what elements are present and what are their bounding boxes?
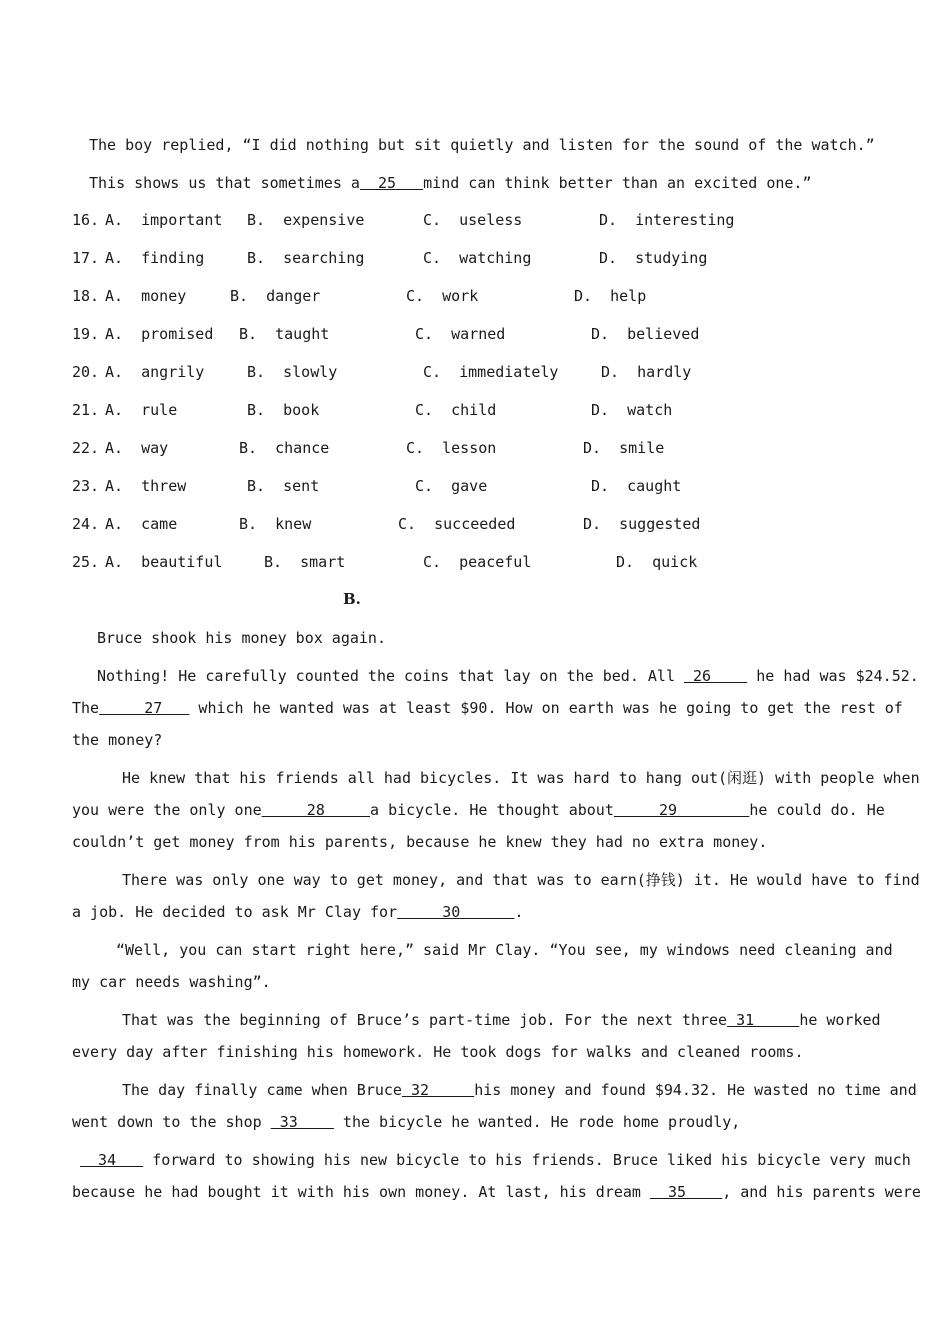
text: he could do. He xyxy=(749,801,885,819)
text: The xyxy=(72,699,100,717)
blank-28: 28 xyxy=(261,801,371,819)
section-heading-b: B. xyxy=(343,590,361,608)
question-number: 19. xyxy=(72,325,100,343)
option-c: C. peaceful xyxy=(423,553,532,571)
text: . xyxy=(514,903,524,921)
paragraph-4-line-2 xyxy=(72,902,524,922)
question-number: 21. xyxy=(72,401,100,419)
paragraph-6-line-1 xyxy=(122,1010,881,1030)
option-a: A. came xyxy=(105,515,178,533)
option-c: C. child xyxy=(415,401,497,419)
blank-31: 31 xyxy=(727,1011,800,1029)
option-c: C. warned xyxy=(415,325,506,343)
option-b: B. slowly xyxy=(247,363,338,381)
paragraph-3-line-2 xyxy=(72,800,885,820)
paragraph-2-line-3: the money? xyxy=(72,731,163,749)
text: which he wanted was at least $90. How on earth was he going to get the rest of xyxy=(189,699,903,717)
option-c: C. watching xyxy=(423,249,532,267)
option-a: A. important xyxy=(105,211,223,229)
paragraph-5-line-2: my car needs washing”. xyxy=(72,973,271,991)
option-b: B. searching xyxy=(247,249,365,267)
option-b: B. smart xyxy=(264,553,346,571)
option-d: D. suggested xyxy=(583,515,701,533)
blank-34: 34 xyxy=(80,1151,144,1169)
text: The day finally came when Bruce xyxy=(122,1081,402,1099)
text: you were the only one xyxy=(72,801,262,819)
blank-35: 35 xyxy=(649,1183,723,1201)
question-number: 17. xyxy=(72,249,100,267)
text: because he had bought it with his own money. At last, his dream xyxy=(72,1183,650,1201)
blank-33: 33 xyxy=(270,1113,334,1131)
question-number: 22. xyxy=(72,439,100,457)
passage-a-line-1: The boy replied, “I did nothing but sit quietly and listen for the sound of the watch.” xyxy=(89,136,875,154)
option-b: B. taught xyxy=(239,325,330,343)
paragraph-1: Bruce shook his money box again. xyxy=(97,629,386,647)
paragraph-2-line-1 xyxy=(97,666,919,686)
option-a: A. finding xyxy=(105,249,205,267)
text: he worked xyxy=(799,1011,881,1029)
option-d: D. hardly xyxy=(601,363,692,381)
text: he had was $24.52. xyxy=(747,667,919,685)
text: a bicycle. He thought about xyxy=(370,801,614,819)
paragraph-8-line-2 xyxy=(72,1182,921,1202)
question-number: 23. xyxy=(72,477,100,495)
option-b: B. danger xyxy=(230,287,321,305)
text: , and his parents were xyxy=(722,1183,921,1201)
blank-32: 32 xyxy=(401,1081,475,1099)
paragraph-3-line-3: couldn’t get money from his parents, because he knew they had no extra money. xyxy=(72,833,768,851)
text: the bicycle he wanted. He rode home proudly, xyxy=(333,1113,741,1131)
option-c: C. succeeded xyxy=(398,515,516,533)
option-d: D. believed xyxy=(591,325,700,343)
option-c: C. lesson xyxy=(406,439,497,457)
text: This shows us that sometimes a xyxy=(89,174,360,192)
option-b: B. expensive xyxy=(247,211,365,229)
option-d: D. smile xyxy=(583,439,665,457)
blank-26: 26 xyxy=(684,667,748,685)
passage-a-line-2 xyxy=(89,173,811,193)
question-number: 25. xyxy=(72,553,100,571)
option-d: D. quick xyxy=(616,553,698,571)
paragraph-2-line-2 xyxy=(72,698,903,718)
option-d: D. watch xyxy=(591,401,673,419)
option-d: D. interesting xyxy=(599,211,735,229)
option-a: A. threw xyxy=(105,477,187,495)
option-a: A. way xyxy=(105,439,169,457)
text: Nothing! He carefully counted the coins that lay on the bed. All xyxy=(97,667,684,685)
text: That was the beginning of Bruce’s part-time job. For the next three xyxy=(122,1011,728,1029)
option-b: B. sent xyxy=(247,477,320,495)
question-number: 16. xyxy=(72,211,100,229)
blank-30: 30 xyxy=(397,903,515,921)
text: forward to showing his new bicycle to his friends. Bruce liked his bicycle very much xyxy=(143,1151,911,1169)
paragraph-8-line-1 xyxy=(80,1150,911,1170)
blank-29: 29 xyxy=(613,801,750,819)
option-a: A. rule xyxy=(105,401,178,419)
question-number: 24. xyxy=(72,515,100,533)
text: a job. He decided to ask Mr Clay for xyxy=(72,903,398,921)
paragraph-4-line-1: There was only one way to get money, and that was to earn(挣钱) it. He would have to find xyxy=(122,871,920,889)
text: mind can think better than an excited one.” xyxy=(423,174,812,192)
blank-27: 27 xyxy=(99,699,190,717)
option-d: D. help xyxy=(574,287,647,305)
option-c: C. work xyxy=(406,287,479,305)
option-d: D. studying xyxy=(599,249,708,267)
paragraph-3-line-1: He knew that his friends all had bicycles. It was hard to hang out(闲逛) with people when xyxy=(122,769,920,787)
text: his money and found $94.32. He wasted no time and xyxy=(474,1081,917,1099)
text: went down to the shop xyxy=(72,1113,271,1131)
paragraph-7-line-1 xyxy=(122,1080,917,1100)
paragraph-6-line-2: every day after finishing his homework. He took dogs for walks and cleaned rooms. xyxy=(72,1043,804,1061)
option-a: A. promised xyxy=(105,325,214,343)
option-b: B. book xyxy=(247,401,320,419)
option-b: B. knew xyxy=(239,515,312,533)
option-c: C. gave xyxy=(415,477,488,495)
paragraph-5-line-1: “Well, you can start right here,” said Mr Clay. “You see, my windows need cleaning and xyxy=(116,941,893,959)
option-d: D. caught xyxy=(591,477,682,495)
paragraph-7-line-2 xyxy=(72,1112,740,1132)
option-a: A. money xyxy=(105,287,187,305)
question-number: 20. xyxy=(72,363,100,381)
option-c: C. useless xyxy=(423,211,523,229)
option-b: B. chance xyxy=(239,439,330,457)
blank-25: 25 xyxy=(359,174,424,192)
question-number: 18. xyxy=(72,287,100,305)
option-a: A. angrily xyxy=(105,363,205,381)
option-a: A. beautiful xyxy=(105,553,223,571)
option-c: C. immediately xyxy=(423,363,559,381)
